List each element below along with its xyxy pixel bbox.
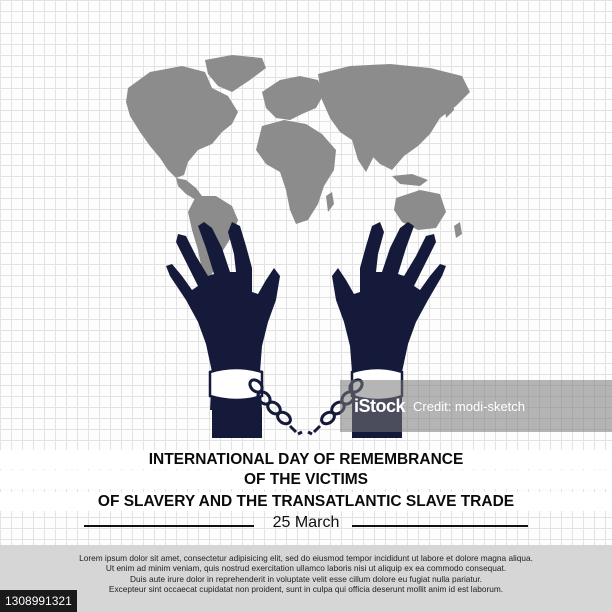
date-rule-right [352, 525, 528, 527]
africa-shape [256, 120, 336, 224]
footer-line-2: Ut enim ad minim veniam, quis nostrud exercitation ullamco laboris nisi ut aliquip ex ea commodo consequat. [105, 563, 507, 574]
footer-line-1: Lorem ipsum dolor sit amet, consectetur adipisicing elit, sed do eiusmod tempor incididunt ut labore et dolore magna aliqua. [79, 553, 533, 563]
title-line-1: INTERNATIONAL DAY OF REMEMBRANCE [0, 450, 612, 469]
greenland-shape [205, 55, 266, 92]
europe-shape [262, 76, 324, 120]
image-id-tag: 1308991321 [0, 590, 77, 612]
watermark-credit: Credit: modi-sketch [413, 398, 526, 414]
indonesia-shape [392, 174, 428, 186]
event-date: 25 March [272, 514, 340, 531]
australia-shape [394, 190, 446, 230]
watermark-brand: iStock [354, 395, 406, 416]
stock-watermark [340, 380, 612, 432]
asia-shape [318, 64, 470, 170]
madagascar-shape [326, 192, 334, 212]
title-line-3: OF SLAVERY AND THE TRANSATLANTIC SLAVE TRADE [0, 492, 612, 511]
left-hand [166, 222, 280, 438]
footer-line-3: Duis aute irure dolor in reprehenderit in voluptate velit esse cillum dolore eu fugiat nulla pariatur. [130, 573, 482, 584]
left-shackle [210, 368, 262, 400]
footer-line-4: Excepteur sint occaecat cupidatat non proident, sunt in culpa qui officia deserunt mollit anim id est laborum. [108, 584, 504, 595]
world-map [126, 55, 470, 282]
title-line-2: OF THE VICTIMS [0, 470, 612, 489]
new-zealand-shape [454, 222, 462, 238]
footer-panel [0, 545, 612, 612]
